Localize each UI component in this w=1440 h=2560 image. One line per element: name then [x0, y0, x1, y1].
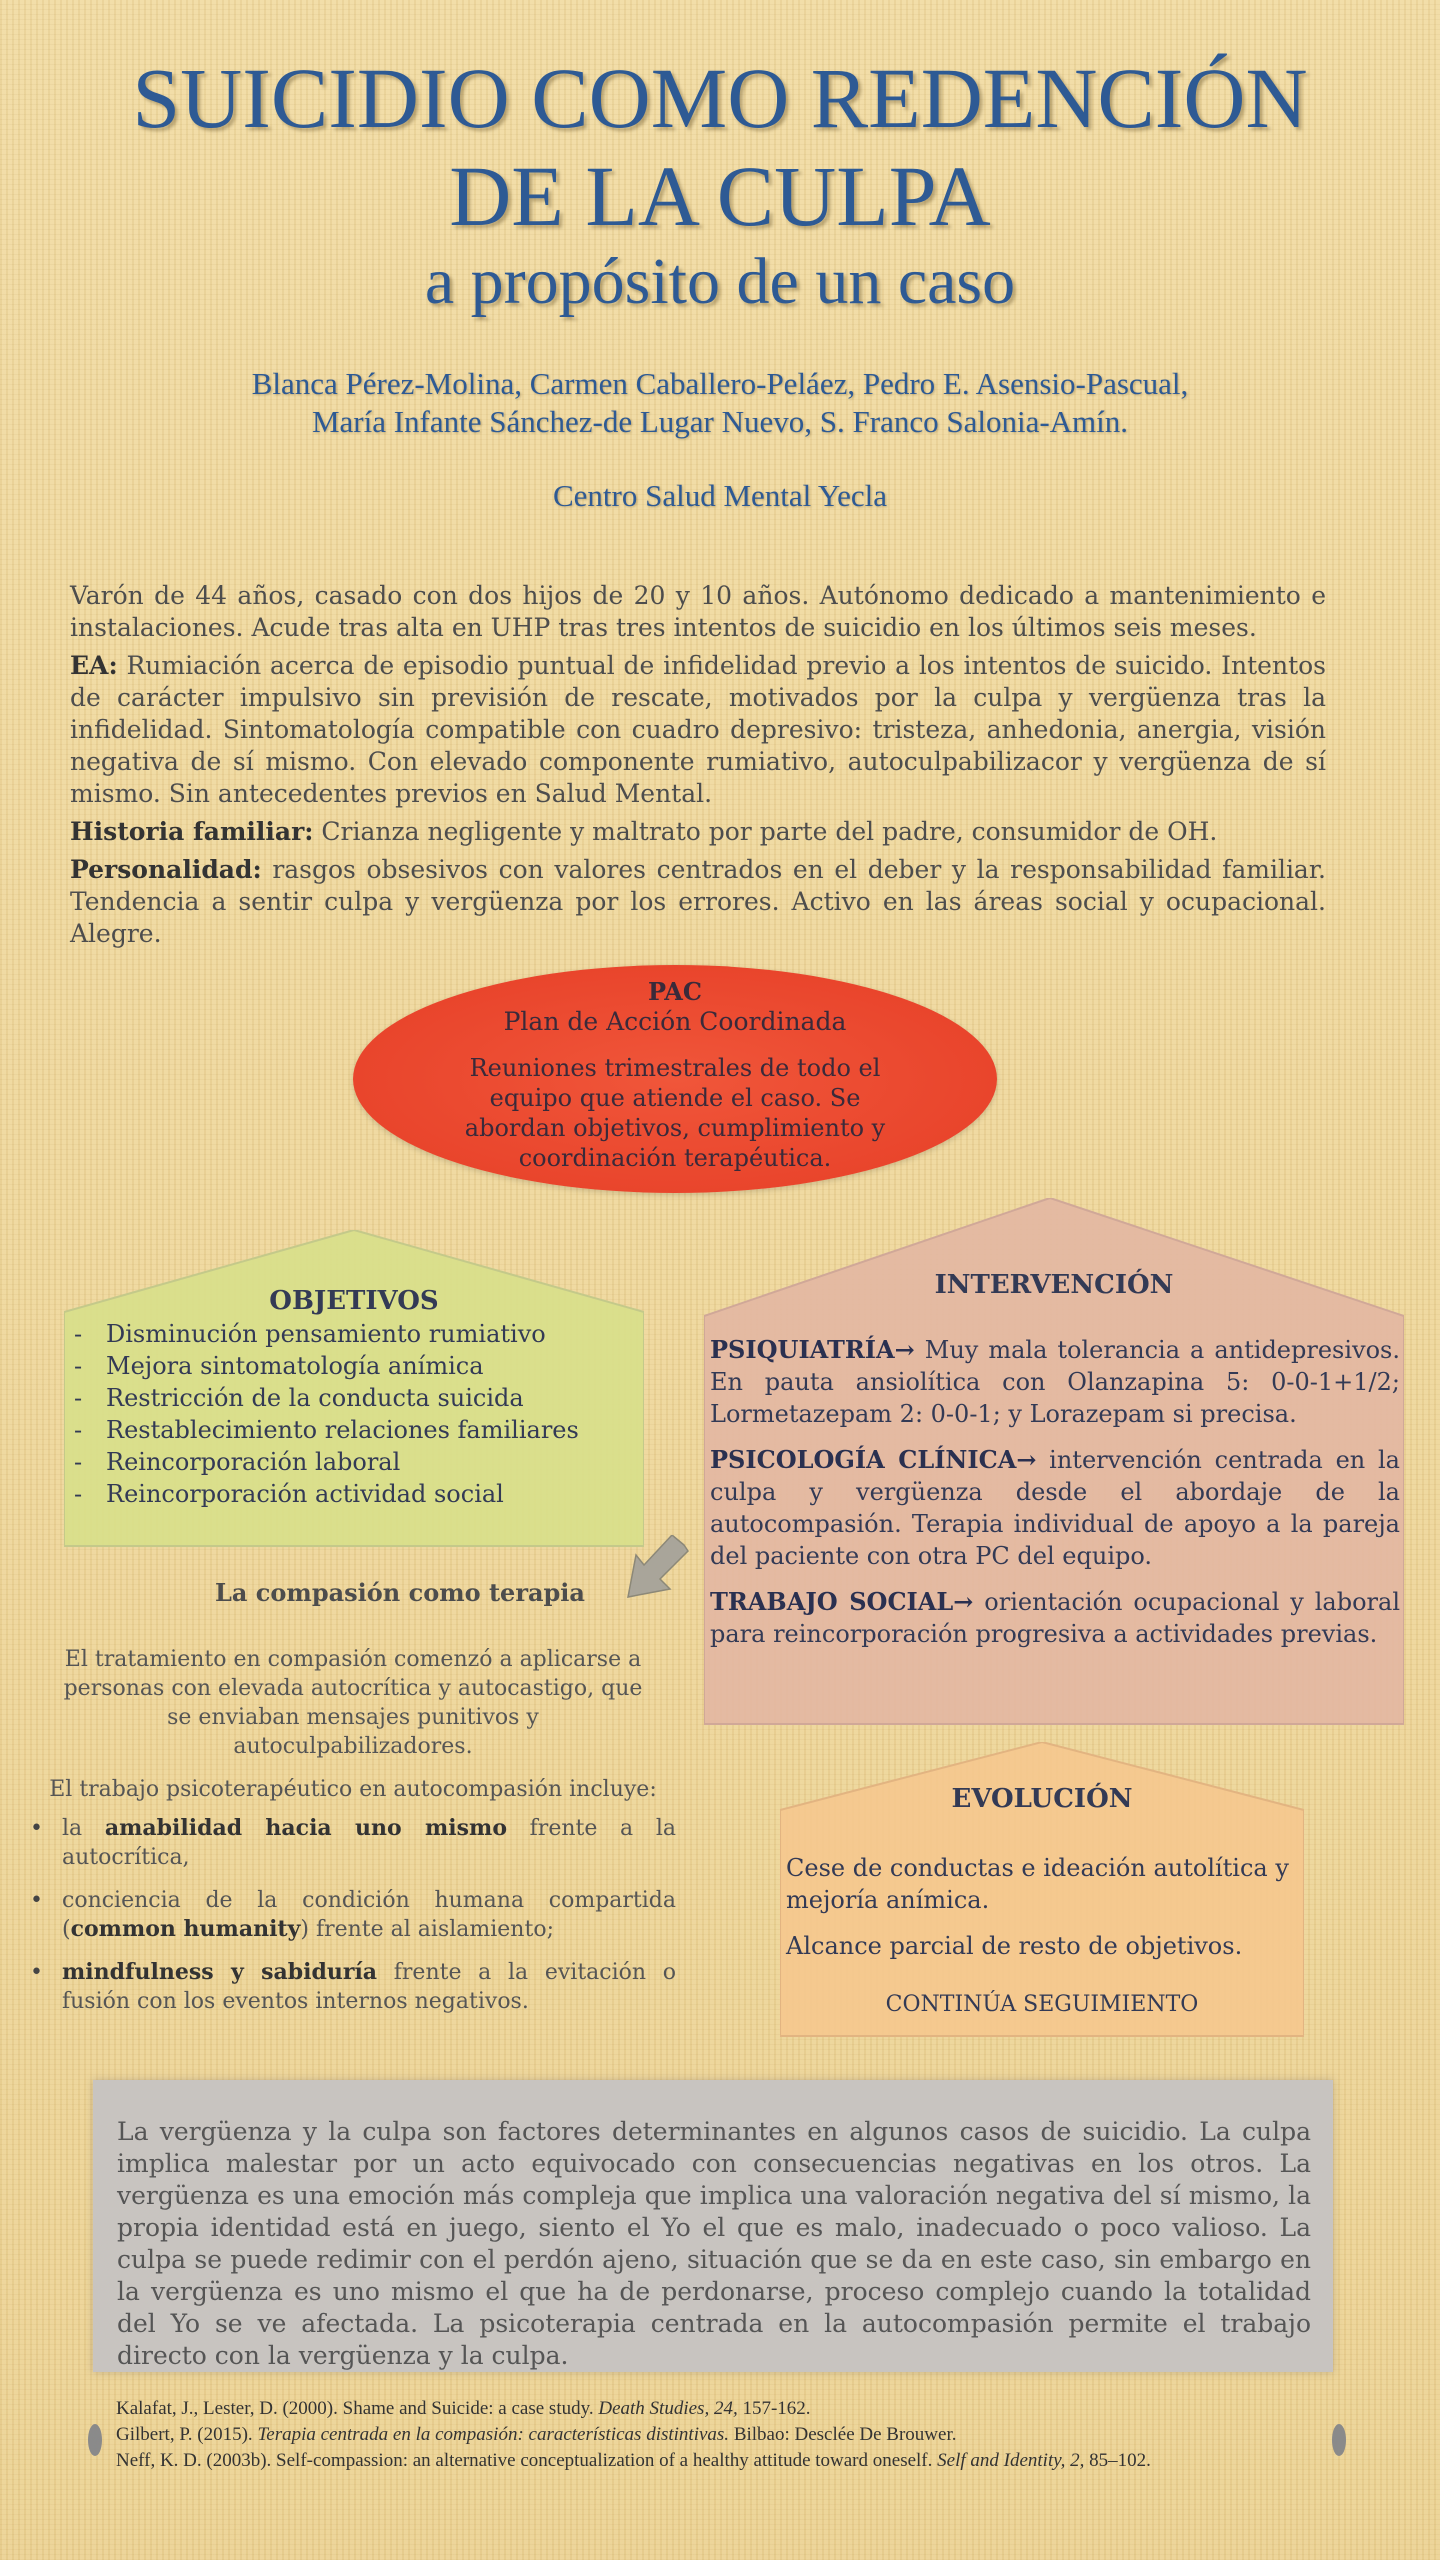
- evolucion-p2: Alcance parcial de resto de objetivos.: [786, 1932, 1243, 1960]
- poster-title-line1: SUICIDIO COMO REDENCIÓN: [132, 50, 1308, 146]
- bullet-text: la: [62, 1816, 105, 1841]
- psicologia-text: intervención centrada en la culpa y vergüenza desde el abordaje de la autocompasión. Terapia individual de apoyo a la pareja del paciente con otra PC del equipo.: [710, 1446, 1400, 1570]
- bullet-text: frente a la evitación o fusión con los eventos internos negativos.: [62, 1960, 676, 2014]
- references: [116, 2396, 1336, 2474]
- reference-text: 157-162.: [737, 2398, 811, 2419]
- list-item: - Mejora sintomatología anímica: [70, 1350, 630, 1382]
- authors-line2: María Infante Sánchez-de Lugar Nuevo, S. Franco Salonia-Amín.: [311, 404, 1129, 439]
- evolucion-p1: Cese de conductas e ideación autolítica y mejoría anímica.: [786, 1854, 1289, 1914]
- conclusion-text: La vergüenza y la culpa son factores determinantes en algunos casos de suicidio. La culpa implica malestar por un acto equivocado con consecuencias negativas en los otros. La vergüenza es una emoción más compleja que implica una valoración negativa del sí mismo, la propia identidad está en juego, siento el Yo el que es malo, inadecuado o poco valioso. La culpa se puede redimir con el perdón ajeno, situación que se da en este caso, sin embargo en la vergüenza es uno mismo el que ha de perdonarse, proceso complejo cuando la totalidad del Yo se ve afectada. La psicoterapia centrada en la autocompasión permite el trabajo directo con la vergüenza y la culpa.: [117, 2117, 1311, 2370]
- reference-text: Kalafat, J., Lester, D. (2000). Shame and Suicide: a case study.: [116, 2398, 599, 2419]
- reference-item: [116, 2422, 1336, 2448]
- case-personality: [70, 854, 1326, 950]
- pac-body: Reuniones trimestrales de todo el equipo que atiende el caso. Se abordan objetivos, cumplimiento y coordinación terapéutica.: [464, 1054, 886, 1172]
- pac-ellipse: [353, 965, 997, 1193]
- evolucion-body: [786, 1852, 1296, 1976]
- list-item: - Restricción de la conducta suicida: [70, 1382, 630, 1414]
- compasion-intro2: El trabajo psicoterapéutico en autocompasión incluye:: [49, 1777, 657, 1802]
- trabajo-social-text: orientación ocupacional y laboral para reincorporación progresiva a actividades previas.: [710, 1588, 1401, 1648]
- reference-item: [116, 2448, 1336, 2474]
- trabajo-social-paragraph: [710, 1586, 1400, 1650]
- conclusion-box: [93, 2080, 1333, 2372]
- case-intro-text: Varón de 44 años, casado con dos hijos de 20 y 10 años. Autónomo dedicado a mantenimiento e instalaciones. Acude tras alta en UHP tras tres intentos de suicidio en los últimos seis meses.: [70, 581, 1326, 642]
- family-history-label: Historia familiar:: [70, 817, 314, 846]
- right-arrow-icon: →: [1016, 1445, 1037, 1474]
- personality-label: Personalidad:: [70, 855, 262, 884]
- bullet-text: frente a la autocrítica,: [62, 1816, 676, 1870]
- psiquiatria-text: Muy mala tolerancia a antidepresivos. En pauta ansiolítica con Olanzapina 5: 0-0-1+1/2; Lormetazepam 2: 0-0-1; y Lorazepam si precisa.: [710, 1336, 1400, 1428]
- evolucion-title: EVOLUCIÓN: [951, 1784, 1133, 1814]
- objetivos-title: OBJETIVOS: [269, 1286, 439, 1316]
- compasion-intro: El tratamiento en compasión comenzó a aplicarse a personas con elevada autocrítica y autocastigo, que se enviaban mensajes punitivos y autoculpabilizadores.: [63, 1647, 643, 1759]
- list-item: [30, 1886, 676, 1944]
- reference-italic: Terapia centrada en la compasión: características distintivas.: [257, 2424, 730, 2445]
- psiquiatria-label: PSIQUIATRÍA: [710, 1335, 895, 1364]
- case-family-history: [70, 816, 1326, 848]
- intervencion-title: INTERVENCIÓN: [934, 1270, 1174, 1300]
- reference-text: Neff, K. D. (2003b). Self-compassion: an alternative conceptualization of a healthy attitude toward oneself.: [116, 2450, 938, 2471]
- reference-italic: Self and Identity, 2,: [937, 2450, 1085, 2471]
- reference-text: Gilbert, P. (2015).: [116, 2424, 258, 2445]
- pac-title: PAC: [647, 977, 703, 1006]
- bullet-bold: common humanity: [70, 1916, 301, 1942]
- ea-label: EA:: [70, 651, 118, 680]
- reference-text: Bilbao: Desclée De Brouwer.: [729, 2424, 957, 2445]
- institution: Centro Salud Mental Yecla: [552, 478, 888, 513]
- reference-item: [116, 2396, 1336, 2422]
- compasion-section: [30, 1645, 676, 2030]
- psiquiatria-paragraph: [710, 1334, 1400, 1430]
- reference-text: 85–102.: [1084, 2450, 1151, 2471]
- authors-line1: Blanca Pérez-Molina, Carmen Caballero-Peláez, Pedro E. Asensio-Pascual,: [251, 366, 1189, 401]
- ea-text: Rumiación acerca de episodio puntual de infidelidad previo a los intentos de suicido. Intentos de carácter impulsivo sin previsión de rescate, motivados por la culpa y vergüenza tras la infidelidad. Sintomatología compatible con cuadro depresivo: tristeza, anhedonia, anergia, visión negativa de sí mismo. Con elevado componente rumiativo, autoculpabilizacor y vergüenza de sí mismo. Sin antecedentes previos en Salud Mental.: [70, 651, 1326, 808]
- family-history-text: Crianza negligente y maltrato por parte del padre, consumidor de OH.: [313, 817, 1218, 846]
- bullet-bold: mindfulness y sabiduría: [62, 1959, 378, 1985]
- compasion-title: La compasión como terapia: [215, 1578, 585, 1607]
- case-intro: [70, 580, 1326, 644]
- right-arrow-icon: →: [894, 1335, 915, 1364]
- intervencion-box: [704, 1198, 1404, 1726]
- evolucion-box: [780, 1742, 1304, 2038]
- psicologia-paragraph: [710, 1444, 1400, 1572]
- objetivos-list: [70, 1318, 630, 1510]
- intervencion-body: [710, 1334, 1400, 1664]
- bullet-text: conciencia de la condición humana compartida (: [62, 1888, 676, 1942]
- list-item: - Reincorporación actividad social: [70, 1478, 630, 1510]
- list-item: - Reincorporación laboral: [70, 1446, 630, 1478]
- poster-title-line2: DE LA CULPA: [449, 148, 991, 244]
- list-item: - Disminución pensamiento rumiativo: [70, 1318, 630, 1350]
- pac-subtitle: Plan de Acción Coordinada: [503, 1007, 847, 1036]
- evolucion-footer: CONTINÚA SEGUIMIENTO: [885, 1992, 1199, 2017]
- psicologia-label: PSICOLOGÍA CLÍNICA: [710, 1445, 1017, 1474]
- list-item: [30, 1958, 676, 2016]
- bullet-bold: amabilidad hacia uno mismo: [104, 1815, 507, 1841]
- list-item: - Restablecimiento relaciones familiares: [70, 1414, 630, 1446]
- right-arrow-icon: →: [953, 1587, 974, 1616]
- poster-subtitle: a propósito de un caso: [424, 245, 1016, 318]
- list-item: [30, 1814, 676, 1872]
- case-ea: [70, 650, 1326, 810]
- personality-text: rasgos obsesivos con valores centrados en el deber y la responsabilidad familiar. Tendencia a sentir culpa y vergüenza por los errores. Activo en las áreas social y ocupacional. Alegre.: [70, 855, 1326, 948]
- bullet-text: ) frente al aislamiento;: [300, 1917, 554, 1942]
- objetivos-box: [64, 1230, 644, 1548]
- left-dot-decoration: [88, 2424, 102, 2456]
- case-description: [70, 580, 1326, 956]
- compasion-list: [30, 1814, 676, 2016]
- trabajo-social-label: TRABAJO SOCIAL: [710, 1587, 954, 1616]
- reference-italic: Death Studies, 24,: [598, 2398, 738, 2419]
